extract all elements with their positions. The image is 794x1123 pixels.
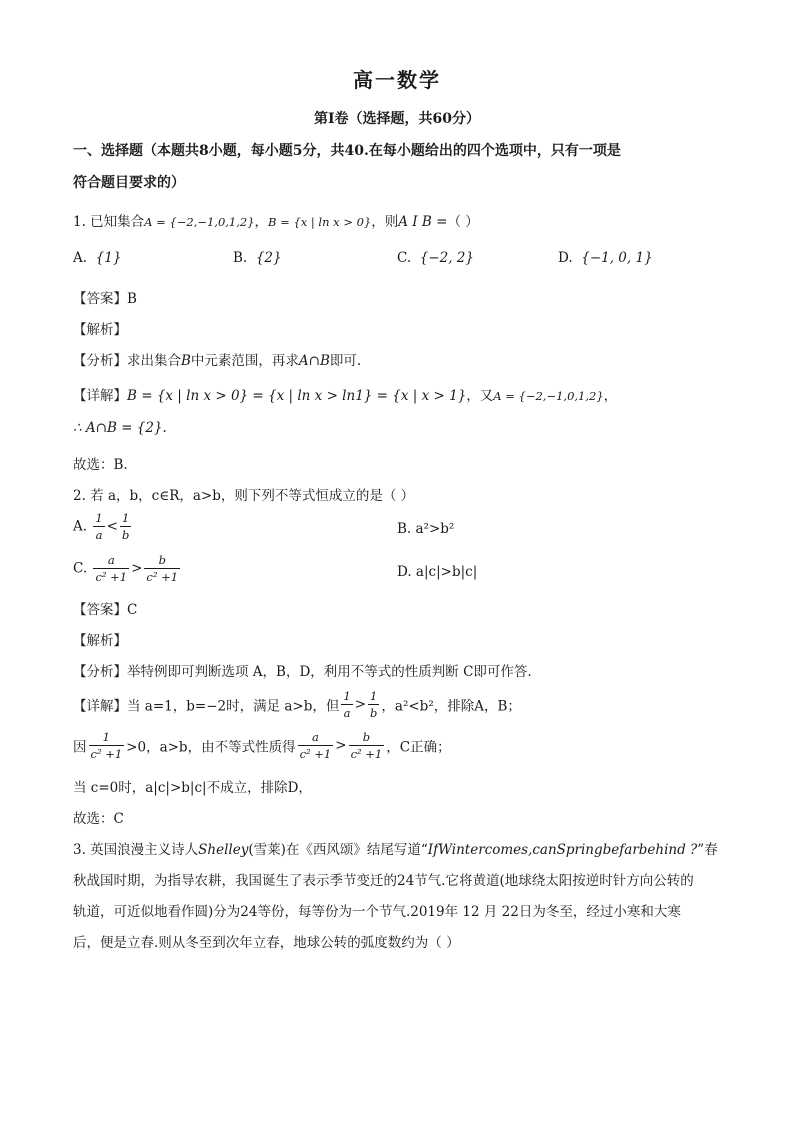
- q1-expression: A I B =: [398, 214, 448, 230]
- page-title: 高一数学: [353, 68, 441, 92]
- q1-set-a: A = {−2,−1,0,1,2}: [144, 215, 255, 229]
- q2-detail-line3: 当 c=0时，a|c|>b|c|不成立，排除D，: [73, 780, 312, 796]
- q3-line2: 秋战国时期，为指导农耕，我国诞生了表示季节变迁的24节气.它将黄道(地球绕太阳按逆时针方向公转的: [73, 873, 694, 889]
- q3-line1: 3. 英国浪漫主义诗人Shelley(雪莱)在《西风颂》结尾写道“IfWintercomes,canSpringbefarbehind ?”春: [73, 842, 718, 858]
- q1-answer-value: B: [127, 291, 137, 307]
- q1-stem-mid: ，则: [371, 214, 399, 230]
- q1-separator: ，: [254, 214, 269, 230]
- q1-option-d: D. {−1, 0, 1}: [558, 250, 653, 266]
- q2-option-d: D. a|c|>b|c|: [397, 564, 478, 580]
- q1-option-c: C. {−2, 2}: [397, 250, 474, 266]
- q2-analysis-tag: 【解析】: [73, 633, 127, 649]
- q2-answer: 【答案】C: [73, 602, 138, 618]
- q2-fenxi: 【分析】举特例即可判断选项 A，B，D，利用不等式的性质判断 C即可作答.: [73, 664, 532, 680]
- q1-set-b: B = {x | ln x > 0}: [268, 215, 372, 229]
- q1-therefore: ∴ A∩B = {2}.: [73, 420, 167, 436]
- section-heading-line1: 一、选择题（本题共8小题，每小题5分，共40.在每小题给出的四个选项中，只有一项是: [73, 143, 621, 159]
- q2-option-b: B. a²>b²: [397, 521, 455, 537]
- q2-detail-line2: 因 $\frac{1}{\text{c² +1}}$ >0，a>b，由不等式性质得 $\frac{a}{\text{c² +1}}$ > $\frac{b}{\text{c² +1}}$ ，C正确；: [73, 730, 451, 761]
- q2-stem: 2. 若 a，b，c∈R，a>b，则下列不等式恒成立的是（ ）: [73, 488, 415, 504]
- answer-tag: 【答案】: [73, 291, 127, 307]
- q1-stem: [73, 210, 479, 230]
- q2-choice: 故选：C: [73, 811, 124, 827]
- q3-line3: 轨道，可近似地看作圆)分为24等份，每等份为一个节气.2019年 12 月 22日为冬至，经过小寒和大寒: [73, 904, 681, 920]
- q3-line4: 后，便是立春.则从冬至到次年立春，地球公转的弧度数约为（ ）: [73, 935, 460, 951]
- q1-answer: [73, 287, 137, 307]
- q1-option-a: A. {1}: [73, 250, 122, 266]
- q2-option-c: C. $\frac{a}{\text{c² +1}}$ > $\frac{b}{\text{c² +1}}$: [73, 553, 179, 584]
- q1-stem-prefix: 1. 已知集合: [73, 214, 145, 230]
- q1-fenxi: 【分析】求出集合B中元素范围，再求A∩B即可.: [73, 353, 362, 369]
- q2-option-a: A. $\frac{1}{a}$ < $\frac{1}{b}$: [73, 511, 130, 542]
- q1-option-b: B. {2}: [233, 250, 282, 266]
- q1-analysis-tag: 【解析】: [73, 322, 127, 338]
- section-heading-line2: 符合题目要求的）: [73, 175, 185, 191]
- q1-paren: （ ）: [447, 214, 479, 230]
- q1-detail: 【详解】B = {x | ln x > 0} = {x | ln x > ln1} = {x | x > 1}，又A = {−2,−1,0,1,2}，: [73, 388, 618, 404]
- q2-detail-line1: 【详解】当 a=1，b=−2时，满足 a>b，但 $\frac{1}{a}$ > $\frac{1}{b}$ ，a²<b²，排除A，B；: [73, 689, 521, 720]
- section-subtitle: 第I卷（选择题，共60分）: [313, 111, 481, 127]
- q1-choice: 故选：B.: [73, 457, 128, 473]
